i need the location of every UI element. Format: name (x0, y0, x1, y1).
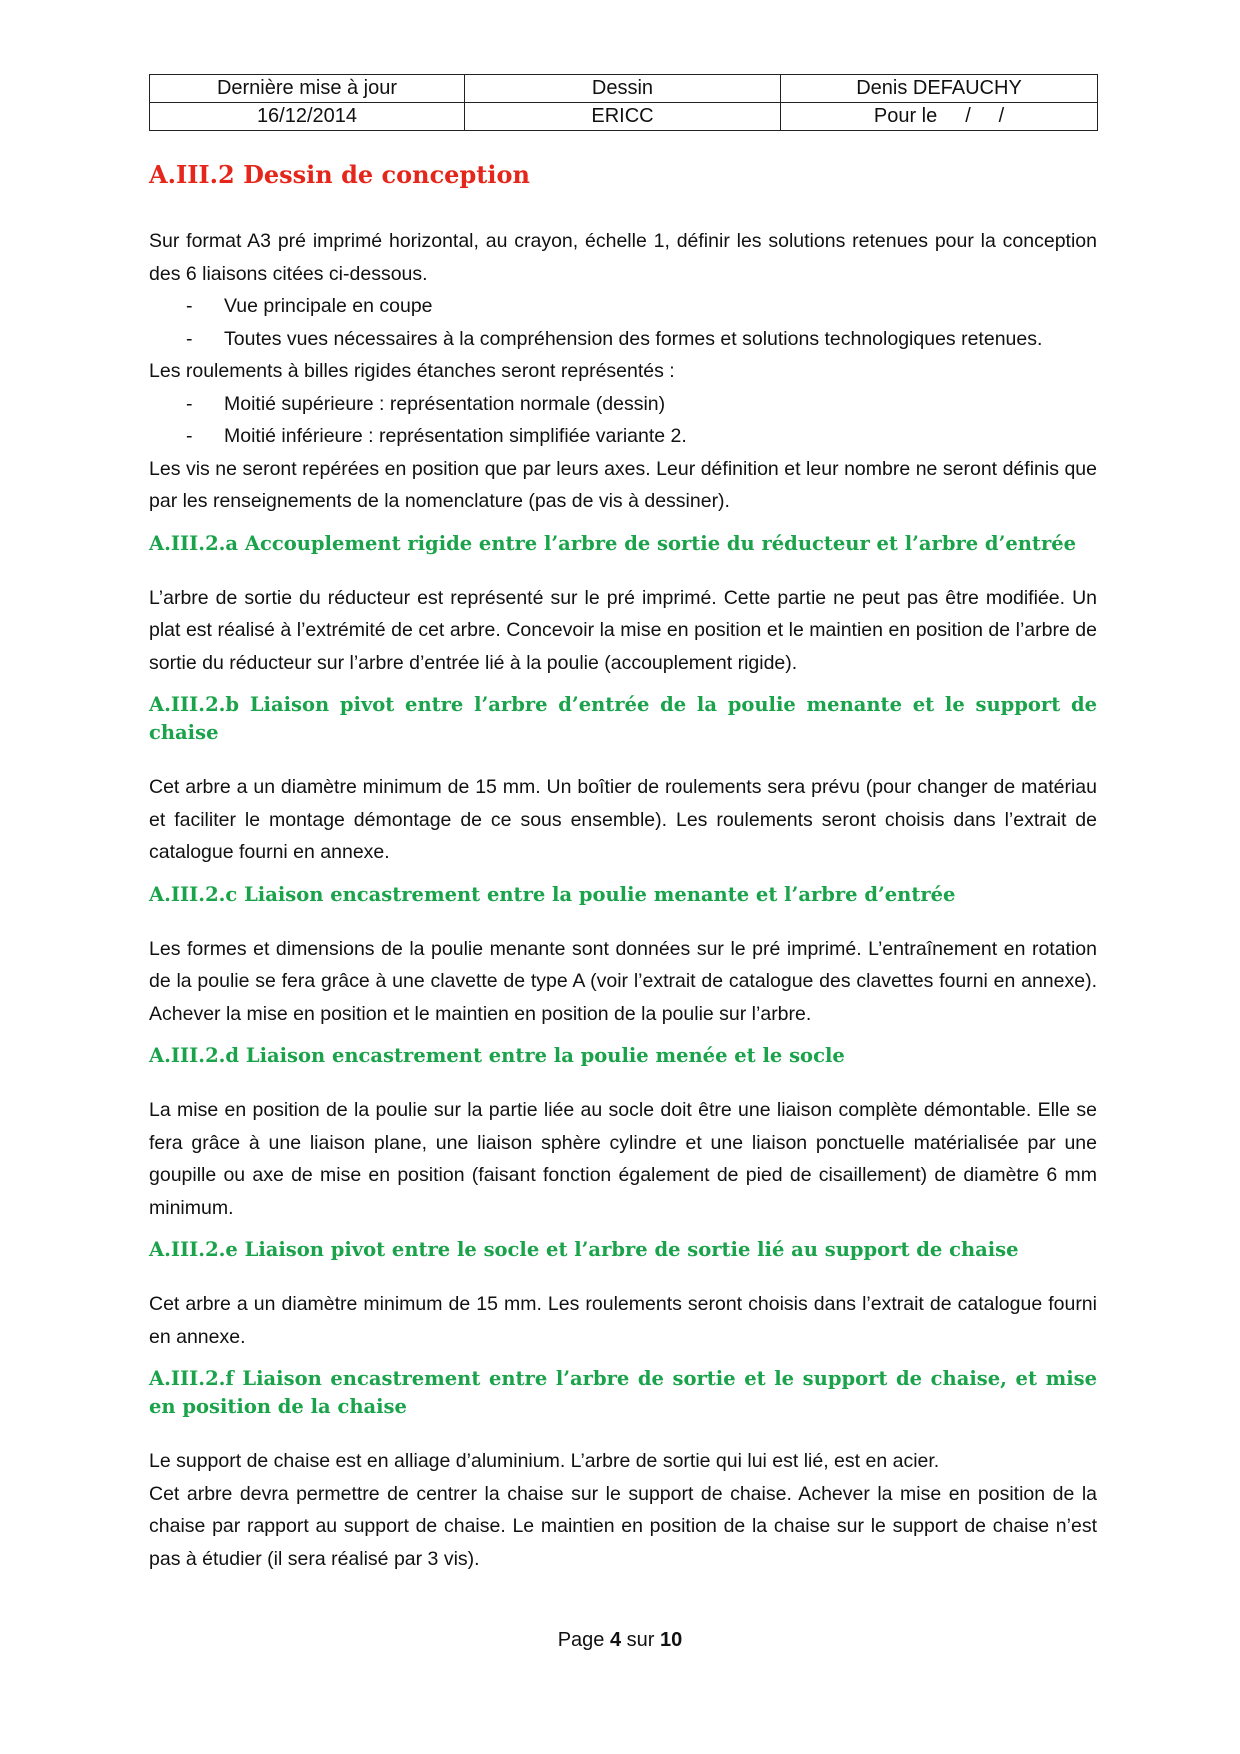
list-item (149, 388, 1097, 421)
subsection-paragraph: Le support de chaise est en alliage d’aluminium. L’arbre de sortie qui lui est lié, est en acier. (149, 1450, 940, 1472)
list-item-text: Moitié inférieure : représentation simplifiée variante 2. (224, 425, 687, 447)
subsection-heading: A.III.2.b Liaison pivot entre l’arbre d’entrée de la poulie menante et le support de chaise (149, 693, 1097, 744)
dash-bullet: - (186, 425, 193, 447)
header-cell-date: 16/12/2014 (150, 103, 465, 131)
due-label: Pour le (873, 105, 938, 127)
document-page (149, 74, 1097, 1575)
subsection-e (149, 1236, 1097, 1353)
intro-block (149, 225, 1097, 518)
dash-bullet: - (186, 327, 193, 350)
footer-middle: sur (626, 1629, 655, 1651)
subsection-paragraph: L’arbre de sortie du réducteur est représenté sur le pré imprimé. Cette partie ne peut pas être modifiée. Un plat est réalisé à l’extrémité de cet arbre. Concevoir la mise en position et le maintien en position de l’arbre de sortie du réducteur sur l’arbre d’entrée lié à la poulie (accouplement rigide). (149, 586, 1097, 674)
subsection-paragraph: Cet arbre a un diamètre minimum de 15 mm. Un boîtier de roulements sera prévu (pour changer de matériau et faciliter le montage démontage de ce sous ensemble). Les roulements seront choisis dans l’extrait de catalogue fourni en annexe. (149, 776, 1097, 863)
list-item-text: Toutes vues nécessaires à la compréhension des formes et solutions technologiques retenues. (224, 327, 1043, 350)
header-cell-last-update: Dernière mise à jour (150, 75, 465, 103)
intro-paragraph: Sur format A3 pré imprimé horizontal, au crayon, échelle 1, définir les solutions retenues pour la conception des 6 liaisons citées ci-dessous. (149, 230, 1097, 285)
subsection-heading: A.III.2.f Liaison encastrement entre l’arbre de sortie et le support de chaise, et mise en position de la chaise (149, 1367, 1097, 1418)
subsection-heading: A.III.2.d Liaison encastrement entre la poulie menée et le socle (149, 1044, 845, 1067)
subsection-b (149, 691, 1097, 869)
header-cell-due (781, 103, 1098, 131)
view-list (149, 290, 1097, 355)
bearing-list (149, 388, 1097, 453)
header-row (150, 75, 1098, 103)
screws-paragraph: Les vis ne seront repérées en position que par leurs axes. Leur définition et leur nombre ne seront définis que par les renseignements de la nomenclature (pas de vis à dessiner). (149, 457, 1097, 512)
subsection-paragraph: Cet arbre devra permettre de centrer la chaise sur le support de chaise. Achever la mise en position de la chaise par rapport au support de chaise. Le maintien en position de la chaise sur le support de chaise n’est pas à étudier (il sera réalisé par 3 vis). (149, 1482, 1097, 1570)
subsection-heading: A.III.2.a Accouplement rigide entre l’arbre de sortie du réducteur et l’arbre d’entrée (149, 531, 1077, 555)
footer-prefix: Page (557, 1629, 605, 1651)
header-row (150, 103, 1098, 131)
subsection-paragraph: La mise en position de la poulie sur la partie liée au socle doit être une liaison complète démontable. Elle se fera grâce à une liaison plane, une liaison sphère cylindre et une liaison ponctuelle matérialisée par une goupille ou axe de mise en position (faisant fonction également de pied de cisaillement) de diamètre 6 mm minimum. (149, 1099, 1097, 1219)
bearings-paragraph: Les roulements à billes rigides étanches seront représentés : (149, 360, 675, 382)
due-date-blank: / / (965, 105, 1005, 127)
footer-page-number: 4 (609, 1629, 622, 1651)
section-title: A.III.2 Dessin de conception (149, 160, 530, 189)
header-cell-author: Denis DEFAUCHY (781, 75, 1098, 103)
header-cell-subject: Dessin (465, 75, 781, 103)
subsection-a (149, 530, 1097, 680)
subsection-heading: A.III.2.e Liaison pivot entre le socle et l’arbre de sortie lié au support de chaise (149, 1238, 1019, 1261)
page-footer (0, 1629, 1240, 1652)
list-item (149, 323, 1097, 356)
dash-bullet: - (186, 295, 193, 317)
subsection-d (149, 1042, 1097, 1224)
list-item (149, 290, 1097, 323)
header-cell-code: ERICC (465, 103, 781, 131)
subsection-paragraph: Les formes et dimensions de la poulie menante sont données sur le pré imprimé. L’entraînement en rotation de la poulie se fera grâce à une clavette de type A (voir l’extrait de catalogue des clavettes fourni en annexe). Achever la mise en position et le maintien en position de la poulie sur l’arbre. (149, 937, 1097, 1025)
list-item (149, 420, 1097, 453)
subsection-f (149, 1365, 1097, 1575)
header-table (149, 74, 1098, 131)
subsection-heading: A.III.2.c Liaison encastrement entre la poulie menante et l’arbre d’entrée (149, 882, 956, 906)
list-item-text: Vue principale en coupe (224, 295, 433, 317)
subsection-c (149, 881, 1097, 1031)
list-item-text: Moitié supérieure : représentation normale (dessin) (224, 392, 666, 415)
dash-bullet: - (186, 392, 193, 415)
footer-page-total: 10 (660, 1629, 683, 1651)
subsection-paragraph: Cet arbre a un diamètre minimum de 15 mm. Les roulements seront choisis dans l’extrait de catalogue fourni en annexe. (149, 1293, 1097, 1348)
